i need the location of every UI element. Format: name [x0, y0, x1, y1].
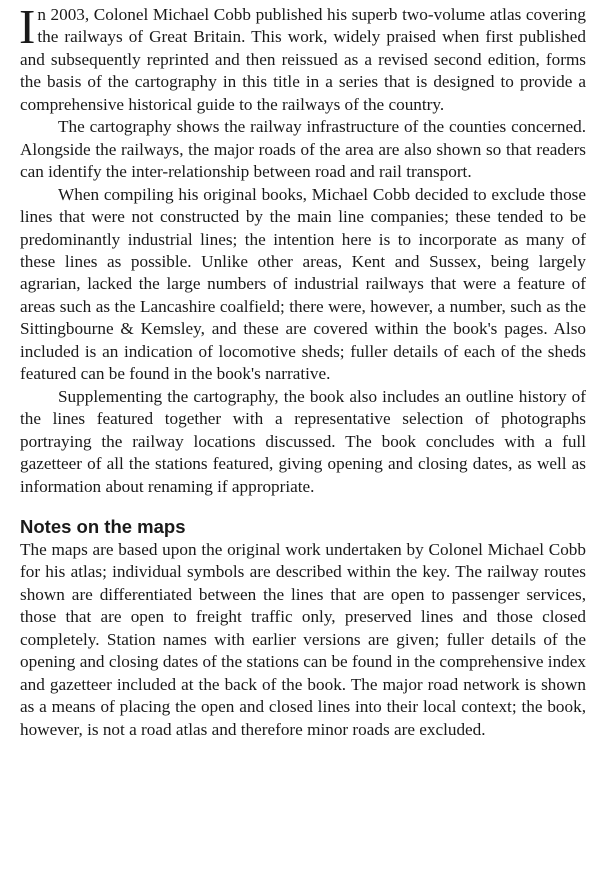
- intro-paragraph-1-text: n 2003, Colonel Michael Cobb published his superb two-volume atlas covering the railways of Great Britain. This work, widely praised when first published and subsequently reprinted and then reissued as a revised second edition, forms the basis of the cartography in this title in a series that is designed to provide a comprehensive historical guide to the railways of the country.: [20, 5, 586, 114]
- intro-paragraph-1: [19, 0, 586, 116]
- notes-heading: Notes on the maps: [20, 515, 186, 537]
- intro-paragraph-4: Supplementing the cartography, the book also includes an outline history of the lines featured together with a representative selection of photographs portraying the railway locations discussed. The book concludes with a full gazetteer of all the stations featured, giving opening and closing dates, as well as information about renaming if appropriate.: [20, 386, 586, 496]
- intro-paragraph-3: When compiling his original books, Michael Cobb decided to exclude those lines that were not constructed by the main line companies; these tended to be predominantly industrial lines; the intention here is to incorporate as many of these lines as possible. Unlike other areas, Kent and Sussex, being largely agrarian, lacked the large numbers of industrial railways that were a feature of areas such as the Lancashire coalfield; there were, however, a number, such as the Sittingbourne & Kemsley, and these are covered within the book's pages. Also included is an indication of locomotive sheds; fuller details of each of the sheds featured can be found in the book's narrative.: [20, 184, 586, 384]
- page-body: [19, 0, 586, 741]
- notes-paragraph: The maps are based upon the original work undertaken by Colonel Michael Cobb for his atlas; individual symbols are described within the key. The railway routes shown are differentiated between the lines that are open to passenger services, those that are open to freight traffic only, preserved lines and those closed completely. Station names with earlier versions are given; fuller details of the opening and closing dates of the stations can be found in the comprehensive index and gazetteer included at the back of the book. The major road network is shown as a means of placing the open and closed lines into their local context; the book, however, is not a road atlas and therefore minor roads are excluded.: [20, 539, 586, 739]
- drop-cap: I: [19, 0, 36, 54]
- intro-paragraph-2: The cartography shows the railway infrastructure of the counties concerned. Alongside the railways, the major roads of the area are also shown so that readers can identify the inter-relationship between road and rail transport.: [20, 117, 586, 182]
